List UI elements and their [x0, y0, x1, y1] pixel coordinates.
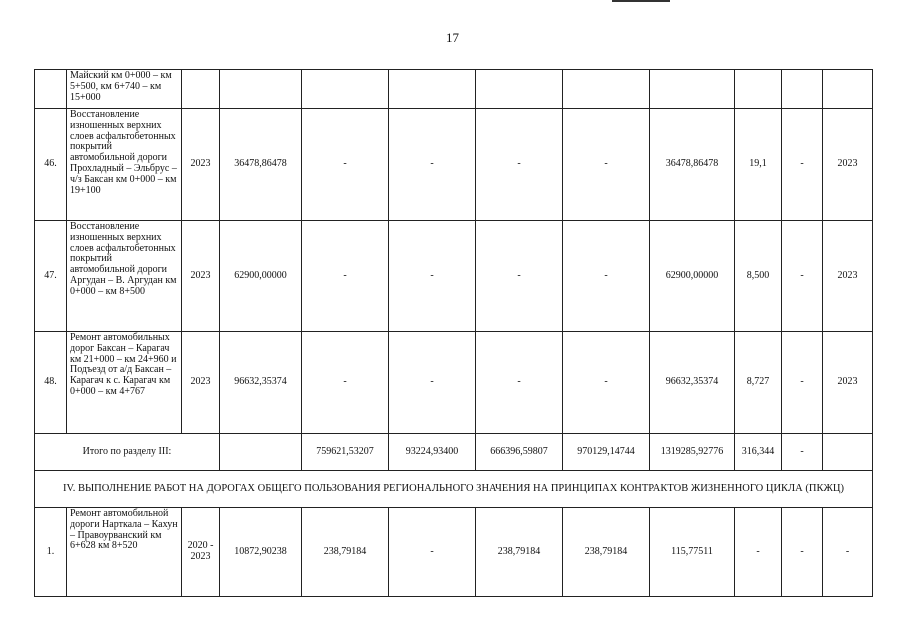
value-cell: -: [782, 221, 823, 332]
value-cell: -: [302, 332, 389, 434]
row-number-cell: [35, 70, 67, 109]
value-cell: -: [389, 508, 476, 597]
corner-mark: [612, 0, 670, 5]
row-number-cell: 48.: [35, 332, 67, 434]
total-value: 970129,14744: [563, 434, 650, 471]
value-cell: 238,79184: [476, 508, 563, 597]
section-header-row: [35, 471, 873, 508]
section-header: IV. ВЫПОЛНЕНИЕ РАБОТ НА ДОРОГАХ ОБЩЕГО ПОЛЬЗОВАНИЯ РЕГИОНАЛЬНОГО ЗНАЧЕНИЯ НА ПРИНЦИПАХ КОНТРАКТОВ ЖИЗНЕННОГО ЦИКЛА (ПКЖЦ): [35, 471, 873, 508]
row-number-cell: 47.: [35, 221, 67, 332]
row-number-cell: 1.: [35, 508, 67, 597]
value-cell: -: [389, 221, 476, 332]
table-row: [35, 332, 873, 434]
value-cell: -: [389, 332, 476, 434]
value-cell: -: [563, 221, 650, 332]
object-name-cell: Ремонт автомобильных дорог Баксан – Карагач км 21+000 – км 24+960 и Подъезд от а/д Баксан – Карагач к с. Карагач км 0+000 – км 4+767: [67, 332, 182, 434]
cost-cell: 36478,86478: [220, 109, 302, 221]
value-cell: 238,79184: [302, 508, 389, 597]
year-cell: 2023: [182, 332, 220, 434]
year-cell: 2023: [182, 109, 220, 221]
value-cell: 115,77511: [650, 508, 735, 597]
year-cell: 2020 - 2023: [182, 508, 220, 597]
total-value: 1319285,92776: [650, 434, 735, 471]
row-number-cell: 46.: [35, 109, 67, 221]
end-year-cell: -: [823, 508, 873, 597]
length-cell: -: [735, 508, 782, 597]
value-cell: -: [476, 221, 563, 332]
total-value: 93224,93400: [389, 434, 476, 471]
length-cell: 8,727: [735, 332, 782, 434]
total-value: 666396,59807: [476, 434, 563, 471]
year-cell: 2023: [182, 221, 220, 332]
cost-cell: 62900,00000: [220, 221, 302, 332]
value-cell: -: [302, 221, 389, 332]
length-cell: 8,500: [735, 221, 782, 332]
total-value: 759621,53207: [302, 434, 389, 471]
table-row: [35, 221, 873, 332]
value-cell: -: [476, 332, 563, 434]
value-cell: 96632,35374: [650, 332, 735, 434]
value-cell: -: [563, 332, 650, 434]
object-name-cell: Ремонт автомобильной дороги Нарткала – Кахун – Правоурванский км 6+628 км 8+520: [67, 508, 182, 597]
value-cell: -: [476, 109, 563, 221]
value-cell: -: [782, 109, 823, 221]
total-value: -: [782, 434, 823, 471]
table-row: [35, 109, 873, 221]
value-cell: -: [389, 109, 476, 221]
cost-cell: 96632,35374: [220, 332, 302, 434]
value-cell: -: [782, 332, 823, 434]
value-cell: 36478,86478: [650, 109, 735, 221]
works-table: [34, 69, 873, 597]
cost-cell: 10872,90238: [220, 508, 302, 597]
value-cell: -: [302, 109, 389, 221]
object-name-cell: Майский км 0+000 – км 5+500, км 6+740 – км 15+000: [67, 70, 182, 109]
value-cell: -: [782, 508, 823, 597]
length-cell: 19,1: [735, 109, 782, 221]
value-cell: -: [563, 109, 650, 221]
table-row: [35, 70, 873, 109]
object-name-cell: Восстановление изношенных верхних слоев асфальтобетонных покрытий автомобильной дороги Прохладный – Эльбрус – ч/з Баксан км 0+000 – км 19+100: [67, 109, 182, 221]
page-number: 17: [446, 30, 459, 45]
value-cell: 62900,00000: [650, 221, 735, 332]
end-year-cell: 2023: [823, 332, 873, 434]
value-cell: 238,79184: [563, 508, 650, 597]
table-row: [35, 508, 873, 597]
object-name-cell: Восстановление изношенных верхних слоев асфальтобетонных покрытий автомобильной дороги Аргудан – В. Аргудан км 0+000 – км 8+500: [67, 221, 182, 332]
total-row: [35, 434, 873, 471]
total-label: Итого по разделу III:: [35, 434, 220, 471]
end-year-cell: 2023: [823, 109, 873, 221]
end-year-cell: 2023: [823, 221, 873, 332]
total-length: 316,344: [735, 434, 782, 471]
